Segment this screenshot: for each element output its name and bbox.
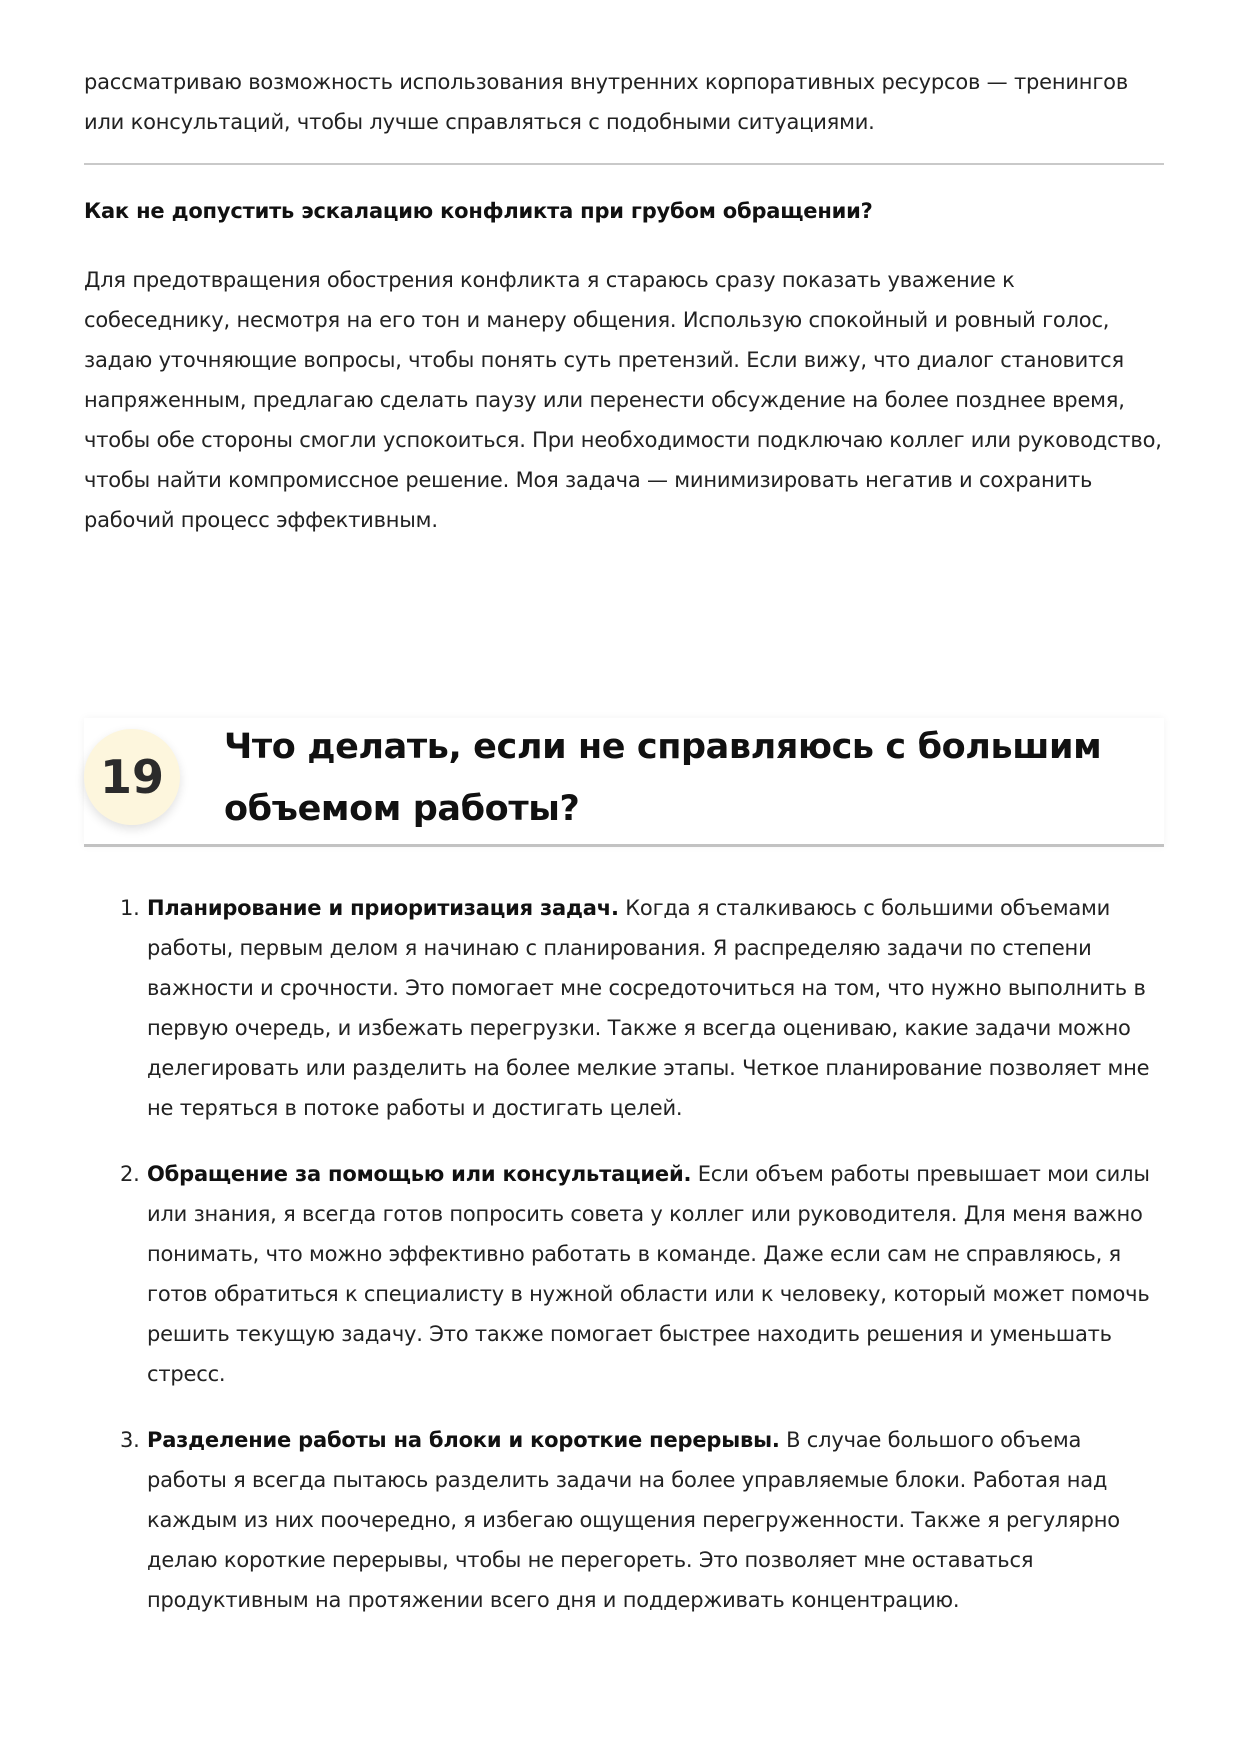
answer-list — [84, 888, 1164, 1646]
section-title: Что делать, если не справляюсь с большим объемом работы? — [224, 727, 1102, 829]
list-item-number: 3. — [120, 1428, 140, 1452]
divider — [84, 163, 1164, 165]
list-item-title: Разделение работы на блоки и короткие перерывы. — [147, 1428, 780, 1452]
list-item-title: Планирование и приоритизация задач. — [147, 896, 619, 920]
list-item — [84, 888, 1164, 1128]
list-item — [84, 1420, 1164, 1620]
list-item-text: Когда я сталкиваюсь с большими объемами работы, первым делом я начинаю с планирования. Я распределяю задачи по степени важности и срочности. Это помогает мне сосредоточиться на том, что нужно выполнить в первую очередь, и избежать перегрузки. Также я всегда оцениваю, какие задачи можно делегировать или разделить на более мелкие этапы. Четкое планирование позволяет мне не теряться в потоке работы и достигать целей. — [147, 896, 1150, 1120]
list-item-number: 2. — [120, 1162, 140, 1186]
list-item-text: В случае большого объема работы я всегда пытаюсь разделить задачи на более управляемые блоки. Работая над каждым из них поочередно, я избегаю ощущения перегруженности. Также я регулярно делаю короткие перерывы, чтобы не перегореть. Это позволяет мне оставаться продуктивным на протяжении всего дня и поддерживать концентрацию. — [147, 1428, 1120, 1612]
intro-paragraph: рассматриваю возможность использования внутренних корпоративных ресурсов — тренингов или консультаций, чтобы лучше справляться с подобными ситуациями. — [84, 70, 1128, 134]
answer-paragraph: Для предотвращения обострения конфликта я стараюсь сразу показать уважение к собеседнику, несмотря на его тон и манеру общения. Использую спокойный и ровный голос, задаю уточняющие вопросы, чтобы понять суть претензий. Если вижу, что диалог становится напряженным, предлагаю сделать паузу или перенести обсуждение на более позднее время, чтобы обе стороны смогли успокоиться. При необходимости подключаю коллег или руководство, чтобы найти компромиссное решение. Моя задача — минимизировать негатив и сохранить рабочий процесс эффективным. — [84, 268, 1162, 532]
section-number-badge: 19 — [84, 729, 180, 825]
question-heading: Как не допустить эскалацию конфликта при грубом обращении? — [84, 199, 873, 223]
list-item-text: Если объем работы превышает мои силы или знания, я всегда готов попросить совета у коллег или руководителя. Для меня важно понимать, что можно эффективно работать в команде. Даже если сам не справляюсь, я готов обратиться к специалисту в нужной области или к человеку, который может помочь решить текущую задачу. Это также помогает быстрее находить решения и уменьшать стресс. — [147, 1162, 1150, 1386]
section-divider — [84, 844, 1164, 847]
list-item-title: Обращение за помощью или консультацией. — [147, 1162, 692, 1186]
list-item-number: 1. — [120, 896, 140, 920]
list-item — [84, 1154, 1164, 1394]
